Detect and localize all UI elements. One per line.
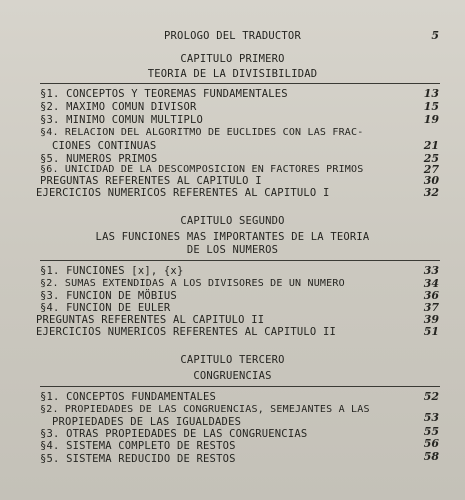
toc-entry: §1. CONCEPTOS FUNDAMENTALES — [40, 391, 217, 403]
toc-page-number: 56 — [423, 437, 439, 450]
toc-entry: §2. SUMAS EXTENDIDAS A LOS DIVISORES DE UN NUMERO — [40, 278, 345, 289]
toc-page-number: 53 — [423, 411, 439, 424]
toc-entry: §3. FUNCION DE MÖBIUS — [40, 290, 177, 302]
toc-page-number: 34 — [423, 277, 439, 290]
chapter-1-heading: CAPITULO PRIMERO — [180, 53, 285, 65]
toc-entry: PREGUNTAS REFERENTES AL CAPITULO I — [40, 175, 262, 187]
toc-entry: EJERCICIOS NUMERICOS REFERENTES AL CAPITULO II — [36, 326, 336, 338]
toc-entry: §4. SISTEMA COMPLETO DE RESTOS — [40, 440, 236, 452]
chapter-2-subtitle-line-2: DE LOS NUMEROS — [186, 244, 279, 256]
toc-entry: §2. MAXIMO COMUN DIVISOR — [40, 101, 197, 113]
chapter-2-subtitle-line-1: LAS FUNCIONES MAS IMPORTANTES DE LA TEORIA — [95, 231, 370, 243]
toc-entry-continuation: CIONES CONTINUAS — [52, 140, 157, 152]
toc-page-number: 32 — [423, 186, 439, 199]
toc-page-number: 37 — [423, 301, 439, 314]
toc-entry: §4. FUNCION DE EULER — [40, 302, 171, 314]
toc-page-number: 27 — [423, 163, 439, 176]
toc-entry: §1. FUNCIONES [x], {x} — [40, 265, 184, 277]
toc-page-number: 33 — [423, 264, 439, 277]
chapter-1-subtitle: TEORIA DE LA DIVISIBILIDAD — [147, 68, 318, 80]
toc-entry: §4. RELACION DEL ALGORITMO DE EUCLIDES CON LAS FRAC- — [40, 127, 364, 138]
chapter-3-subtitle: CONGRUENCIAS — [193, 370, 272, 382]
chapter-3-heading: CAPITULO TERCERO — [180, 354, 285, 366]
toc-page-number: 58 — [423, 450, 439, 463]
prologo-page: 5 — [431, 29, 439, 42]
prologo-title: PROLOGO DEL TRADUCTOR — [164, 30, 301, 42]
toc-page-number: 55 — [423, 425, 439, 438]
toc-entry-continuation: PROPIEDADES DE LAS IGUALDADES — [52, 416, 242, 428]
toc-page-number: 51 — [423, 325, 439, 338]
chapter-3-rule — [40, 386, 440, 387]
toc-page-number: 21 — [423, 139, 439, 152]
toc-page-number: 39 — [423, 313, 439, 326]
chapter-1-rule — [40, 83, 440, 84]
toc-entry: EJERCICIOS NUMERICOS REFERENTES AL CAPITULO I — [36, 187, 330, 199]
chapter-2-heading: CAPITULO SEGUNDO — [180, 215, 285, 227]
toc-page-number: 15 — [423, 100, 439, 113]
toc-entry: PREGUNTAS REFERENTES AL CAPITULO II — [36, 314, 265, 326]
chapter-2-rule — [40, 260, 440, 261]
toc-page-number: 30 — [423, 174, 439, 187]
toc-page-number: 13 — [423, 87, 439, 100]
toc-page-number: 52 — [423, 390, 439, 403]
toc-page-number: 36 — [423, 289, 439, 302]
toc-page-number: 19 — [423, 113, 439, 126]
toc-entry: §3. OTRAS PROPIEDADES DE LAS CONGRUENCIAS — [40, 428, 308, 440]
toc-entry: §2. PROPIEDADES DE LAS CONGRUENCIAS, SEMEJANTES A LAS — [40, 404, 370, 415]
toc-entry: §6. UNICIDAD DE LA DESCOMPOSICION EN FACTORES PRIMOS — [40, 164, 364, 175]
toc-entry: §3. MINIMO COMUN MULTIPLO — [40, 114, 204, 126]
toc-page-number: 25 — [423, 152, 439, 165]
toc-entry: §5. NUMEROS PRIMOS — [40, 153, 158, 165]
toc-entry: §5. SISTEMA REDUCIDO DE RESTOS — [40, 453, 236, 465]
toc-entry: §1. CONCEPTOS Y TEOREMAS FUNDAMENTALES — [40, 88, 288, 100]
